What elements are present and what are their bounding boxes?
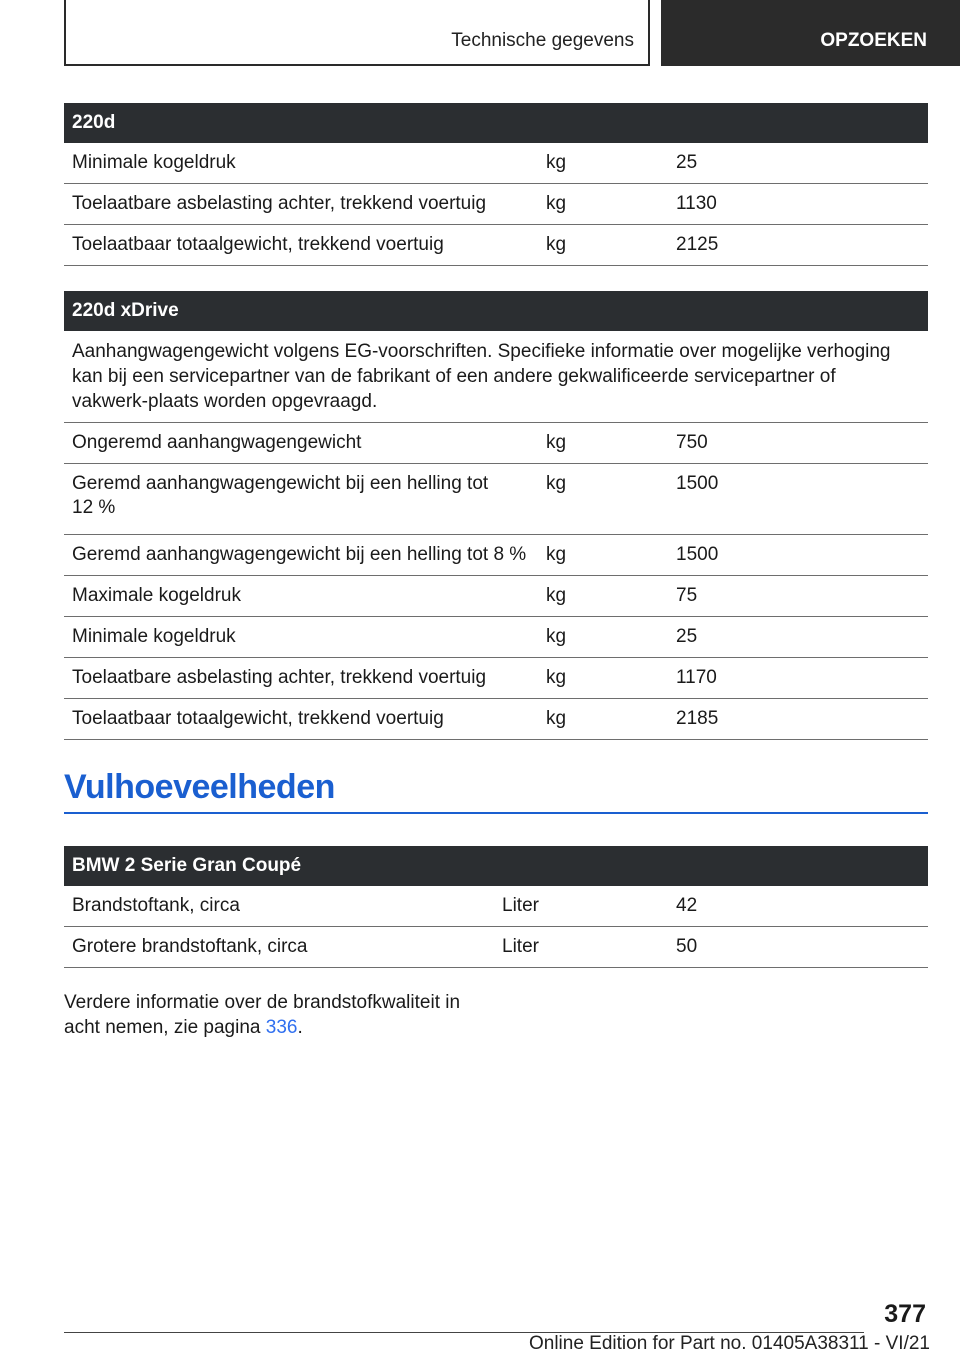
row-unit: Liter [502,895,539,916]
tab-opzoeken-label: OPZOEKEN [820,30,927,51]
footer-text: Online Edition for Part no. 01405A38311 - VI/21 [528,1333,930,1354]
table-row [64,576,928,617]
table-note: Aanhangwagengewicht volgens EG-voorschriften. Specifieke informatie over mogelijke verhoging kan bij een servicepartner van de fabrikant of een andere gekwalificeerde servicepartner of vakwerk-plaats worden opgevraagd. [64,331,928,423]
row-unit: kg [546,626,567,647]
row-label: Grotere brandstoftank, circa [72,936,308,957]
header-bar [64,0,650,66]
row-unit: kg [546,544,567,565]
row-label: Geremd aanhangwagengewicht bij een helling tot 8 % [72,544,527,565]
page-link[interactable]: 336 [265,1017,298,1038]
row-label: Maximale kogeldruk [72,585,241,606]
table-row [64,464,928,535]
row-label: Toelaatbaar totaalgewicht, trekkend voertuig [72,708,444,729]
row-label: Minimale kogeldruk [72,152,236,173]
table-row [64,535,928,576]
row-value: 25 [676,152,698,173]
row-label: Toelaatbare asbelasting achter, trekkend voertuig [72,667,487,688]
section-title: Vulhoeveelheden [64,768,928,814]
row-value: 1500 [676,544,719,565]
row-unit: kg [546,152,567,173]
row-value: 750 [676,432,708,453]
table-row [64,143,928,184]
table-heading: 220d xDrive [64,291,928,331]
paragraph-end: . [297,1017,303,1038]
row-label: Geremd aanhangwagengewicht bij een helling tot 12 % [72,473,489,518]
table-heading: 220d [64,103,928,143]
row-unit: kg [546,667,567,688]
row-value: 1170 [676,667,717,688]
table-row [64,927,928,968]
row-unit: kg [546,708,567,729]
table-220d-xdrive [64,291,928,740]
row-unit: kg [546,193,567,214]
row-unit: kg [546,432,567,453]
row-unit: kg [546,473,567,494]
row-label: Ongeremd aanhangwagengewicht [72,432,362,453]
table-row [64,184,928,225]
table-row [64,225,928,266]
table-heading: BMW 2 Serie Gran Coupé [64,846,928,886]
table-row [64,658,928,699]
table-220d [64,103,928,266]
row-value: 1130 [676,193,717,214]
row-value: 2125 [676,234,719,255]
paragraph-text: Verdere informatie over de brandstofkwaliteit in acht nemen, zie pagina [64,992,461,1038]
row-label: Minimale kogeldruk [72,626,236,647]
row-label: Toelaatbaar totaalgewicht, trekkend voertuig [72,234,444,255]
row-unit: kg [546,585,567,606]
table-row [64,423,928,464]
row-label: Brandstoftank, circa [72,895,240,916]
table-row [64,617,928,658]
header-title: Technische gegevens [451,30,634,51]
row-value: 50 [676,936,698,957]
table-row [64,886,928,927]
table-gran-coupe [64,846,928,968]
info-paragraph [64,990,484,1040]
table-row [64,699,928,740]
page-number: 377 [884,1300,926,1328]
tab-opzoeken[interactable] [661,0,960,66]
row-value: 42 [676,895,698,916]
row-value: 2185 [676,708,719,729]
row-value: 25 [676,626,698,647]
row-unit: Liter [502,936,539,957]
row-value: 1500 [676,473,719,494]
row-label: Toelaatbare asbelasting achter, trekkend voertuig [72,193,487,214]
row-unit: kg [546,234,567,255]
row-value: 75 [676,585,698,606]
